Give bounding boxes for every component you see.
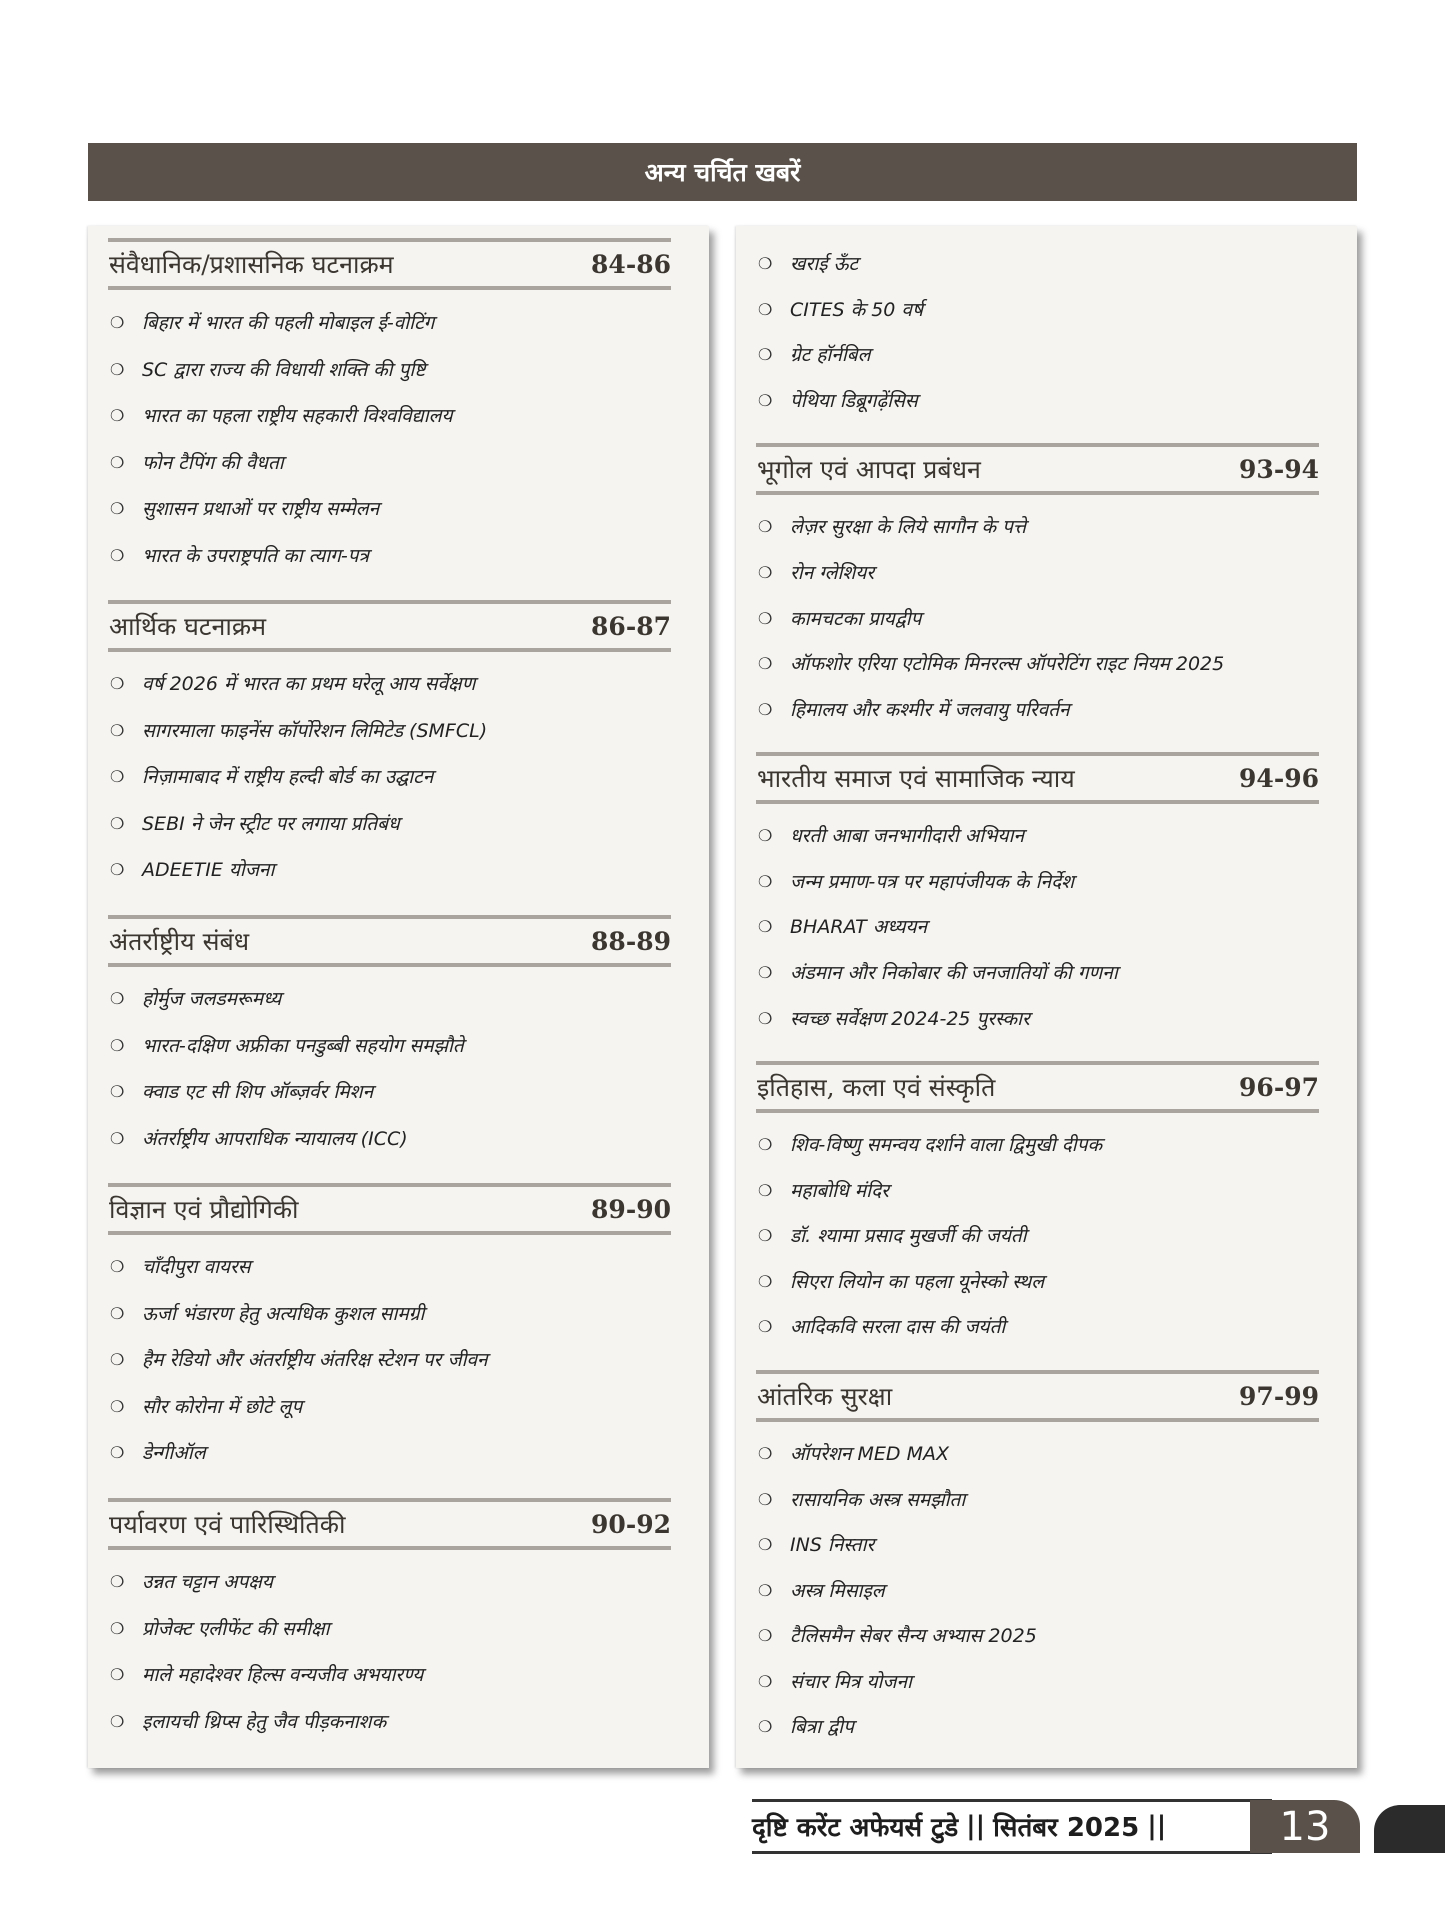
section-heading [108, 600, 671, 652]
page-number-box [1250, 1800, 1360, 1853]
list-item[interactable] [110, 445, 689, 479]
bullet-icon: ❍ [110, 498, 125, 518]
footer-rule-top [752, 1799, 1272, 1802]
issue-date: सितंबर 2025 [993, 1813, 1140, 1843]
list-item[interactable] [110, 1296, 689, 1330]
item-text: सागरमाला फाइनेंस कॉर्पोरेशन लिमिटेड (SMFCL) [142, 720, 488, 742]
list-item[interactable] [110, 1564, 689, 1598]
item-text: BHARAT अध्ययन [790, 916, 928, 938]
list-item[interactable] [110, 806, 689, 840]
item-text: संचार मित्र योजना [790, 1671, 912, 1693]
list-item[interactable] [758, 337, 1337, 371]
section-page-range: 93-94 [1239, 454, 1319, 484]
list-item[interactable] [758, 1127, 1337, 1161]
item-text: भारत के उपराष्ट्रपति का त्याग-पत्र [142, 545, 369, 567]
bullet-icon: ❍ [758, 344, 773, 364]
section-title: पर्यावरण एवं पारिस्थितिकी [109, 1510, 346, 1539]
item-text: डेन्गीऑल [142, 1442, 206, 1464]
item-text: ऑफशोर एरिया एटोमिक मिनरल्स ऑपरेटिंग राइट नियम 2025 [790, 653, 1225, 675]
section-heading [756, 1061, 1319, 1113]
section-title: विज्ञान एवं प्रौद्योगिकी [109, 1195, 299, 1224]
list-item[interactable] [110, 1342, 689, 1376]
bullet-icon: ❍ [110, 988, 125, 1008]
list-item[interactable] [110, 759, 689, 793]
left-column-panel [88, 226, 709, 1768]
bullet-icon: ❍ [110, 1081, 125, 1101]
item-text: टैलिसमैन सेबर सैन्य अभ्यास 2025 [790, 1625, 1037, 1647]
list-item[interactable] [110, 1028, 689, 1062]
section-heading [108, 238, 671, 290]
bullet-icon: ❍ [110, 859, 125, 879]
bullet-icon: ❍ [758, 1489, 773, 1509]
bullet-icon: ❍ [758, 1580, 773, 1600]
list-item[interactable] [110, 713, 689, 747]
item-text: INS निस्तार [790, 1534, 875, 1556]
item-text: ग्रेट हॉर्नबिल [790, 344, 871, 366]
list-item[interactable] [758, 1527, 1337, 1561]
item-text: आदिकवि सरला दास की जयंती [790, 1316, 1006, 1338]
item-text: CITES के 50 वर्ष [790, 299, 923, 321]
bullet-icon: ❍ [758, 1271, 773, 1291]
bullet-icon: ❍ [110, 1711, 125, 1731]
item-text: रासायनिक अस्त्र समझौता [790, 1489, 966, 1511]
section-page-range: 86-87 [591, 611, 671, 641]
bullet-icon: ❍ [110, 545, 125, 565]
list-item[interactable] [758, 692, 1337, 726]
section-page-range: 94-96 [1239, 763, 1319, 793]
bullet-icon: ❍ [110, 1618, 125, 1638]
bullet-icon: ❍ [758, 1225, 773, 1245]
bullet-icon: ❍ [110, 1128, 125, 1148]
bullet-icon: ❍ [110, 312, 125, 332]
list-item[interactable] [110, 1249, 689, 1283]
item-text: होर्मुज जलडमरूमध्य [142, 988, 282, 1010]
bullet-icon: ❍ [758, 653, 773, 673]
section-heading [756, 443, 1319, 495]
item-text: सिएरा लियोन का पहला यूनेस्को स्थल [790, 1271, 1045, 1293]
list-item[interactable] [758, 646, 1337, 680]
page-number: 13 [1279, 1803, 1331, 1850]
section-page-range: 89-90 [591, 1194, 671, 1224]
bullet-icon: ❍ [110, 720, 125, 740]
list-item[interactable] [758, 818, 1337, 852]
section-heading [108, 1183, 671, 1235]
bullet-icon: ❍ [758, 916, 773, 936]
bullet-icon: ❍ [110, 1396, 125, 1416]
page-title-banner [88, 143, 1357, 201]
list-item[interactable] [758, 1264, 1337, 1298]
section-title: आंतरिक सुरक्षा [757, 1382, 893, 1411]
bullet-icon: ❍ [758, 825, 773, 845]
bullet-icon: ❍ [110, 405, 125, 425]
item-text: पेथिया डिब्रूगढ़ेंसिस [790, 390, 918, 412]
list-item[interactable] [758, 1309, 1337, 1343]
item-text: उन्नत चट्टान अपक्षय [142, 1571, 273, 1593]
list-item[interactable] [758, 292, 1337, 326]
list-item[interactable] [758, 1482, 1337, 1516]
item-text: धरती आबा जनभागीदारी अभियान [790, 825, 1025, 847]
list-item[interactable] [758, 1218, 1337, 1252]
list-item[interactable] [758, 955, 1337, 989]
bullet-icon: ❍ [758, 299, 773, 319]
item-text: स्वच्छ सर्वेक्षण 2024-25 पुरस्कार [790, 1008, 1030, 1030]
item-text: प्रोजेक्ट एलीफेंट की समीक्षा [142, 1618, 330, 1640]
bullet-icon: ❍ [110, 1664, 125, 1684]
footer-separator: || [966, 1811, 986, 1841]
list-item[interactable] [758, 864, 1337, 898]
section-title: इतिहास, कला एवं संस्कृति [757, 1073, 996, 1102]
section-title: भूगोल एवं आपदा प्रबंधन [757, 455, 981, 484]
list-item[interactable] [110, 491, 689, 525]
item-text: सौर कोरोना में छोटे लूप [142, 1396, 303, 1418]
item-text: डॉ. श्यामा प्रसाद मुखर्जी की जयंती [790, 1225, 1027, 1247]
bullet-icon: ❍ [758, 1134, 773, 1154]
list-item[interactable] [758, 601, 1337, 635]
item-text: शिव-विष्णु समन्वय दर्शाने वाला द्विमुखी दीपक [790, 1134, 1103, 1156]
section-title: आर्थिक घटनाक्रम [109, 612, 267, 641]
section-heading [756, 1370, 1319, 1422]
list-item[interactable] [110, 1657, 689, 1691]
bullet-icon: ❍ [110, 452, 125, 472]
section-page-range: 97-99 [1239, 1381, 1319, 1411]
bullet-icon: ❍ [110, 1303, 125, 1323]
footer-separator: || [1147, 1811, 1167, 1841]
list-item[interactable] [758, 1618, 1337, 1652]
list-item[interactable] [758, 555, 1337, 589]
bullet-icon: ❍ [110, 813, 125, 833]
bullet-icon: ❍ [110, 1571, 125, 1591]
list-item[interactable] [110, 398, 689, 432]
item-text: भारत का पहला राष्ट्रीय सहकारी विश्वविद्यालय [142, 405, 453, 427]
list-item[interactable] [758, 1001, 1337, 1035]
list-item[interactable] [110, 1435, 689, 1469]
item-text: जन्म प्रमाण-पत्र पर महापंजीयक के निर्देश [790, 871, 1075, 893]
item-text: इलायची थ्रिप्स हेतु जैव पीड़कनाशक [142, 1711, 387, 1733]
footer-rule-bottom [752, 1851, 1272, 1854]
bullet-icon: ❍ [758, 253, 773, 273]
item-text: अस्त्र मिसाइल [790, 1580, 885, 1602]
item-text: ADEETIE योजना [142, 859, 275, 881]
list-item[interactable] [758, 1173, 1337, 1207]
list-item[interactable] [110, 852, 689, 886]
item-text: सुशासन प्रथाओं पर राष्ट्रीय सम्मेलन [142, 498, 380, 520]
section-title: अंतर्राष्ट्रीय संबंध [109, 927, 250, 956]
list-item[interactable] [758, 1436, 1337, 1470]
bullet-icon: ❍ [110, 1035, 125, 1055]
item-text: क्वाड एट सी शिप ऑब्ज़र्वर मिशन [142, 1081, 374, 1103]
section-heading [756, 752, 1319, 804]
item-text: SEBI ने जेन स्ट्रीट पर लगाया प्रतिबंध [142, 813, 400, 835]
item-text: वर्ष 2026 में भारत का प्रथम घरेलू आय सर्वेक्षण [142, 673, 476, 695]
list-item[interactable] [110, 1389, 689, 1423]
section-heading [108, 915, 671, 967]
list-item[interactable] [110, 1611, 689, 1645]
item-text: कामचटका प्रायद्वीप [790, 608, 922, 630]
item-text: अंडमान और निकोबार की जनजातियों की गणना [790, 962, 1118, 984]
section-page-range: 96-97 [1239, 1072, 1319, 1102]
list-item[interactable] [758, 383, 1337, 417]
right-column-panel [736, 226, 1357, 1768]
bullet-icon: ❍ [758, 962, 773, 982]
list-item[interactable] [758, 1709, 1337, 1743]
item-text: चाँदीपुरा वायरस [142, 1256, 251, 1278]
bullet-icon: ❍ [758, 1316, 773, 1336]
item-text: ऑपरेशन MED MAX [790, 1443, 949, 1465]
list-item[interactable] [758, 1664, 1337, 1698]
bullet-icon: ❍ [758, 699, 773, 719]
list-item[interactable] [110, 1074, 689, 1108]
item-text: SC द्वारा राज्य की विधायी शक्ति की पुष्टि [142, 359, 426, 381]
section-page-range: 90-92 [591, 1509, 671, 1539]
list-item[interactable] [110, 305, 689, 339]
bullet-icon: ❍ [110, 1442, 125, 1462]
item-text: अंतर्राष्ट्रीय आपराधिक न्यायालय (ICC) [142, 1128, 408, 1150]
list-item[interactable] [758, 246, 1337, 280]
item-text: खराई ऊँट [790, 253, 859, 275]
section-title: भारतीय समाज एवं सामाजिक न्याय [757, 764, 1075, 793]
list-item[interactable] [110, 352, 689, 386]
bullet-icon: ❍ [110, 673, 125, 693]
bullet-icon: ❍ [758, 1008, 773, 1028]
list-item[interactable] [110, 1704, 689, 1738]
section-title: संवैधानिक/प्रशासनिक घटनाक्रम [109, 250, 394, 279]
item-text: माले महादेश्वर हिल्स वन्यजीव अभयारण्य [142, 1664, 424, 1686]
bullet-icon: ❍ [110, 766, 125, 786]
bullet-icon: ❍ [758, 1625, 773, 1645]
bullet-icon: ❍ [758, 390, 773, 410]
list-item[interactable] [758, 909, 1337, 943]
section-heading [108, 1498, 671, 1550]
item-text: रोन ग्लेशियर [790, 562, 875, 584]
bullet-icon: ❍ [758, 562, 773, 582]
item-text: हैम रेडियो और अंतर्राष्ट्रीय अंतरिक्ष स्टेशन पर जीवन [142, 1349, 488, 1371]
item-text: लेज़र सुरक्षा के लिये सागौन के पत्ते [790, 516, 1027, 538]
section-page-range: 84-86 [591, 249, 671, 279]
page-title: अन्य चर्चित खबरें [644, 158, 801, 187]
item-text: फोन टैपिंग की वैधता [142, 452, 284, 474]
page-footer [752, 1795, 1445, 1857]
bullet-icon: ❍ [758, 1671, 773, 1691]
list-item[interactable] [110, 981, 689, 1015]
page-tab-decoration [1374, 1805, 1445, 1853]
item-text: बिहार में भारत की पहली मोबाइल ई-वोटिंग [142, 312, 435, 334]
list-item[interactable] [110, 1121, 689, 1155]
bullet-icon: ❍ [758, 608, 773, 628]
item-text: महाबोधि मंदिर [790, 1180, 889, 1202]
bullet-icon: ❍ [110, 359, 125, 379]
list-item[interactable] [110, 666, 689, 700]
bullet-icon: ❍ [758, 1716, 773, 1736]
item-text: भारत-दक्षिण अफ्रीका पनडुब्बी सहयोग समझौते [142, 1035, 464, 1057]
item-text: निज़ामाबाद में राष्ट्रीय हल्दी बोर्ड का उद्घाटन [142, 766, 434, 788]
item-text: ऊर्जा भंडारण हेतु अत्यधिक कुशल सामग्री [142, 1303, 425, 1325]
list-item[interactable] [758, 1573, 1337, 1607]
list-item[interactable] [758, 509, 1337, 543]
bullet-icon: ❍ [758, 1443, 773, 1463]
bullet-icon: ❍ [110, 1349, 125, 1369]
section-page-range: 88-89 [591, 926, 671, 956]
bullet-icon: ❍ [758, 1534, 773, 1554]
item-text: बित्रा द्वीप [790, 1716, 854, 1738]
item-text: हिमालय और कश्मीर में जलवायु परिवर्तन [790, 699, 1070, 721]
footer-text [752, 1803, 1166, 1849]
bullet-icon: ❍ [758, 516, 773, 536]
bullet-icon: ❍ [758, 871, 773, 891]
bullet-icon: ❍ [110, 1256, 125, 1276]
bullet-icon: ❍ [758, 1180, 773, 1200]
publication-name: दृष्टि करेंट अफेयर्स टुडे [752, 1813, 959, 1843]
list-item[interactable] [110, 538, 689, 572]
